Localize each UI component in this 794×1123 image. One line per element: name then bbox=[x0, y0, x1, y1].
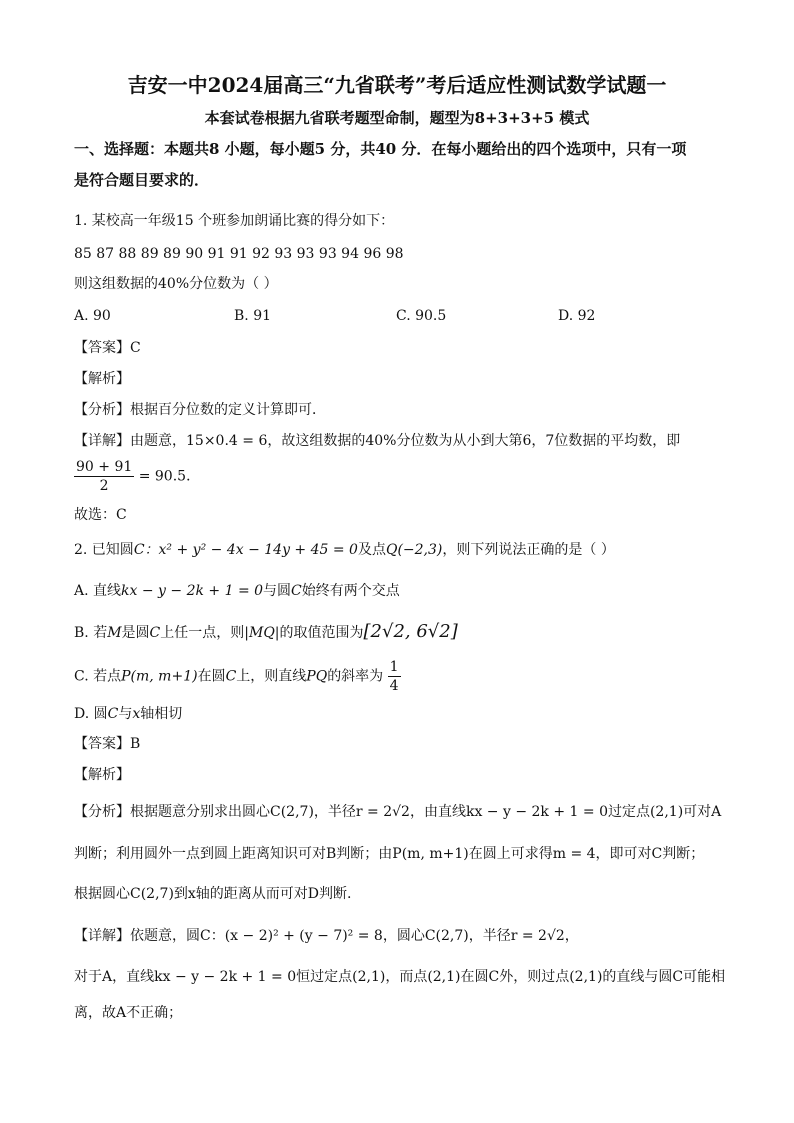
q2-option-d-text: 与 bbox=[118, 706, 133, 722]
section-heading-line1: 一、选择题：本题共8 小题，每小题5 分，共40 分．在每小题给出的四个选项中，只有一项 bbox=[74, 140, 687, 158]
page-title: 吉安一中2024届高三“九省联考”考后适应性测试数学试题一 bbox=[127, 73, 667, 97]
q1-fraction-result: = 90.5． bbox=[138, 468, 201, 485]
q1-fenxi: 【分析】根据百分位数的定义计算即可． bbox=[74, 402, 326, 418]
section-heading-line2: 是符合题目要求的． bbox=[74, 171, 210, 189]
q2-option-c-text: 在圆 bbox=[197, 668, 226, 685]
q2-circle-c: C bbox=[107, 706, 119, 722]
q2-circle-c: C bbox=[149, 625, 161, 641]
q2-detail-line3: 离，故A不正确； bbox=[74, 1005, 183, 1021]
q1-analysis-label: 【解析】 bbox=[74, 371, 130, 387]
page-subtitle: 本套试卷根据九省联考题型命制，题型为8+3+3+5 模式 bbox=[204, 109, 590, 127]
q2-range-interval: [2√2, 6√2] bbox=[363, 621, 458, 642]
q2-option-d bbox=[74, 705, 182, 723]
q2-stem-text: 及点 bbox=[357, 542, 386, 558]
q2-stem bbox=[74, 541, 615, 559]
q2-answer: 【答案】B bbox=[74, 736, 141, 752]
q2-option-a-text: 与圆 bbox=[263, 583, 292, 599]
q2-fenxi-line2: 判断；利用圆外一点到圆上距离知识可对B判断；由P(m, m+1)在圆上可求得m = 4，即可对C判断； bbox=[74, 846, 705, 862]
q2-slope-fraction bbox=[388, 658, 401, 695]
q1-stem: 1. 某校高一年级15 个班参加朗诵比赛的得分如下： bbox=[74, 213, 395, 229]
q1-fraction-line bbox=[74, 458, 200, 495]
q1-fraction-numerator: 90 + 91 bbox=[76, 459, 133, 475]
q2-slope-numerator: 1 bbox=[389, 659, 399, 675]
q2-option-c-text: 上，则直线 bbox=[236, 668, 307, 685]
q2-point-q: Q(−2,3) bbox=[385, 542, 443, 558]
q2-slope-denominator: 4 bbox=[389, 678, 399, 694]
q1-scores: 85 87 88 89 89 90 91 91 92 93 93 93 94 96 98 bbox=[74, 246, 404, 262]
q2-option-d-text: D. 圆 bbox=[74, 706, 108, 722]
q2-circle-c: C bbox=[225, 668, 237, 685]
q1-option-a: A. 90 bbox=[74, 308, 111, 324]
q2-stem-text: 2. 已知圆 bbox=[74, 542, 134, 558]
q2-point-m: M bbox=[107, 625, 122, 641]
q2-option-a-text: A. 直线 bbox=[74, 583, 122, 599]
q2-point-p: P(m, m+1) bbox=[121, 668, 198, 685]
q1-answer: 【答案】C bbox=[74, 340, 141, 356]
q1-fraction bbox=[74, 458, 134, 495]
q1-fraction-denominator: 2 bbox=[99, 478, 109, 494]
q2-option-d-text: 轴相切 bbox=[140, 706, 183, 722]
q2-fenxi-line1: 【分析】根据题意分别求出圆心C(2,7)，半径r = 2√2，由直线kx − y − 2k + 1 = 0过定点(2,1)可对A bbox=[74, 804, 722, 820]
q2-detail-line2: 对于A，直线kx − y − 2k + 1 = 0恒过定点(2,1)，而点(2,1)在圆C外，则过点(2,1)的直线与圆C可能相 bbox=[74, 969, 726, 985]
q1-option-d: D. 92 bbox=[558, 308, 596, 324]
q2-option-a bbox=[74, 582, 400, 600]
q1-question: 则这组数据的40%分位数为（ ） bbox=[74, 276, 278, 292]
q2-fenxi-line3: 根据圆心C(2,7)到x轴的距离从而可对D判断. bbox=[74, 886, 352, 902]
q2-option-b-text: 上任一点，则 bbox=[160, 625, 245, 641]
q2-distance-mq: |MQ| bbox=[244, 625, 280, 641]
q2-option-a-text: 始终有两个交点 bbox=[301, 583, 400, 599]
q2-line-pq: PQ bbox=[306, 668, 328, 685]
q2-option-b-text: B. 若 bbox=[74, 625, 108, 641]
q2-x-axis: x bbox=[132, 706, 141, 722]
q2-stem-text: ，则下列说法正确的是（ ） bbox=[442, 542, 615, 558]
q1-conclusion: 故选：C bbox=[74, 507, 127, 523]
q1-option-b: B. 91 bbox=[234, 308, 272, 324]
q2-option-b-text: 是圆 bbox=[121, 625, 150, 641]
q2-option-b bbox=[74, 623, 458, 642]
q2-analysis-label: 【解析】 bbox=[74, 767, 130, 783]
q1-option-c: C. 90.5 bbox=[396, 308, 447, 324]
q2-line-equation: kx − y − 2k + 1 = 0 bbox=[121, 583, 264, 599]
q2-circle-c: C bbox=[291, 583, 302, 599]
q2-option-b-text: 的取值范围为 bbox=[279, 625, 364, 641]
q1-detail: 【详解】由题意，15×0.4 = 6，故这组数据的40%分位数为从小到大第6，7位数据的平均数，即 bbox=[74, 433, 681, 449]
q2-option-c-text: C. 若点 bbox=[74, 668, 122, 685]
q2-circle-equation: C：x² + y² − 4x − 14y + 45 = 0 bbox=[133, 542, 358, 558]
q2-option-c bbox=[74, 658, 401, 695]
q2-option-c-text: 的斜率为 bbox=[327, 668, 384, 685]
q2-detail-line1: 【详解】依题意，圆C：(x − 2)² + (y − 7)² = 8，圆心C(2,7)，半径r = 2√2， bbox=[74, 928, 579, 944]
